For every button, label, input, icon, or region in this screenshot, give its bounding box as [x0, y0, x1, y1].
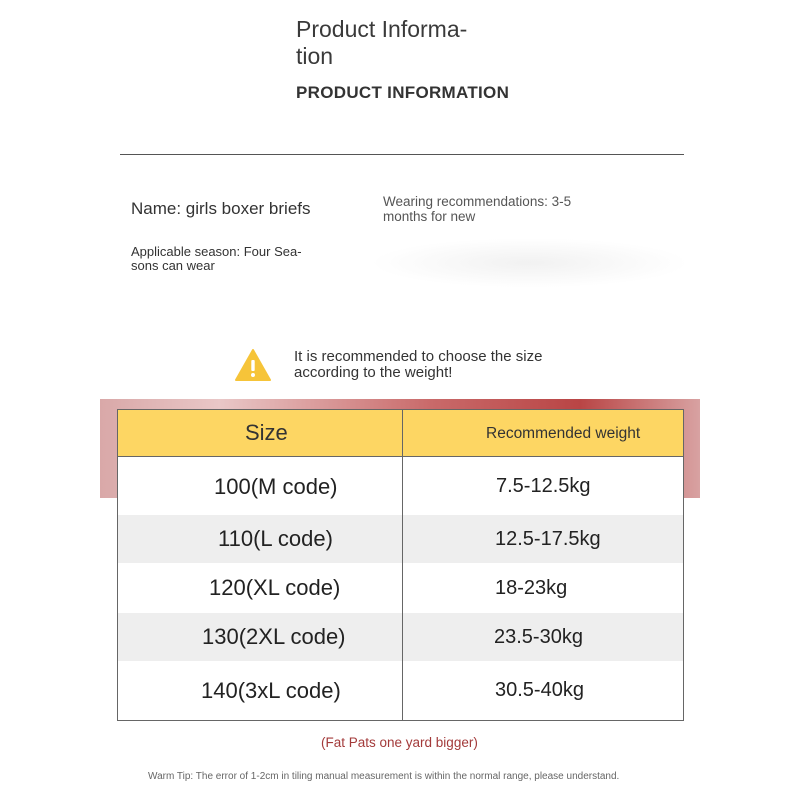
size-table: [117, 409, 684, 721]
size-notice-text: It is recommended to choose the size according to the weight!: [294, 348, 543, 381]
table-row: [118, 458, 683, 515]
warning-icon: [234, 348, 272, 382]
size-cell: 130(2XL code): [202, 624, 346, 649]
size-cell: 140(3xL code): [201, 677, 341, 703]
table-row: [118, 613, 683, 661]
weight-cell: 18-23kg: [495, 576, 568, 599]
product-name: Name: girls boxer briefs: [131, 199, 311, 218]
blurred-area: [370, 238, 690, 288]
applicable-season: Applicable season: Four Sea- sons can wear: [131, 244, 302, 273]
column-divider: [402, 410, 403, 720]
page-subtitle: PRODUCT INFORMATION: [296, 83, 510, 102]
size-column-header: Size: [245, 420, 288, 445]
warm-tip: Warm Tip: The error of 1-2cm in tiling manual measurement is within the normal range, please understand.: [148, 771, 620, 782]
size-cell: 120(XL code): [209, 575, 341, 600]
wearing-recommendation: Wearing recommendations: 3-5 months for new: [383, 194, 572, 224]
weight-cell: 12.5-17.5kg: [495, 527, 601, 550]
size-cell: 100(M code): [214, 473, 338, 499]
header-divider: [120, 154, 684, 155]
table-row: [118, 515, 683, 563]
weight-cell: 23.5-30kg: [494, 625, 583, 648]
table-header-row: [118, 410, 683, 457]
size-cell: 110(L code): [218, 526, 333, 551]
weight-cell: 30.5-40kg: [495, 679, 584, 701]
page-title: Product Informa- tion: [296, 16, 468, 69]
table-row: [118, 563, 683, 613]
fat-size-note: (Fat Pats one yard bigger): [321, 735, 478, 750]
weight-column-header: Recommended weight: [486, 424, 641, 442]
weight-cell: 7.5-12.5kg: [496, 475, 591, 497]
table-row: [118, 661, 683, 720]
